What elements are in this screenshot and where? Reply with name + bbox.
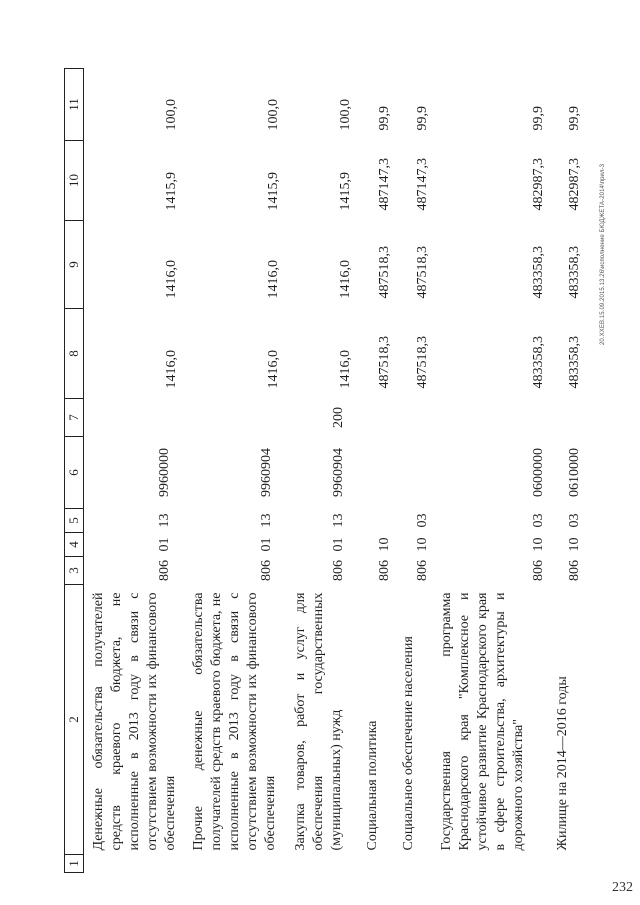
value-approved: 1416,0 <box>266 350 281 389</box>
value-approved: 1416,0 <box>164 350 179 389</box>
code-section: 10 <box>415 537 430 552</box>
code-section: 10 <box>377 537 392 552</box>
code-subsection: 13 <box>259 513 274 528</box>
code-expense-type <box>394 399 432 437</box>
code-admin: 806 <box>157 560 172 581</box>
code-expense-type <box>184 399 286 437</box>
code-target: 0610000 <box>567 448 582 497</box>
col-number-10: 10 <box>65 141 84 221</box>
col-number-7: 7 <box>65 399 84 437</box>
row-name: Социальная политика <box>365 720 380 851</box>
code-target <box>394 437 432 509</box>
code-target: 9960904 <box>331 448 346 497</box>
col-number-1: 1 <box>65 855 84 873</box>
col-number-4: 4 <box>65 533 84 557</box>
value-refined: 1416,0 <box>338 260 353 299</box>
code-admin: 806 <box>259 560 274 581</box>
col-number-2: 2 <box>65 585 84 855</box>
code-section: 01 <box>259 537 274 552</box>
value-percent: 99,9 <box>567 106 582 131</box>
code-subsection: 03 <box>531 513 546 528</box>
value-executed: 1415,9 <box>266 172 281 211</box>
code-admin: 806 <box>331 560 346 581</box>
row-name: Государственная программа Краснодарского края "Комплексное и устойчивое развитие Краснодарского края в сфере строительства, архитектуры и дорожного хозяйства" <box>439 592 526 851</box>
code-expense-type <box>84 399 185 437</box>
value-approved: 487518,3 <box>415 336 430 389</box>
code-target: 9960000 <box>157 448 172 497</box>
code-subsection: 13 <box>157 513 172 528</box>
code-admin: 806 <box>415 560 430 581</box>
value-refined: 1416,0 <box>164 260 179 299</box>
col-number-11: 11 <box>65 69 84 141</box>
col-number-8: 8 <box>65 309 84 399</box>
page-number: 232 <box>612 880 633 895</box>
col-number-5: 5 <box>65 509 84 533</box>
code-subsection: 03 <box>415 513 430 528</box>
value-percent: 100,0 <box>266 99 281 131</box>
row-name: Денежные обязательства получателей средств краевого бюджета, не исполненные в 2013 году в связи с отсутствием возможности их финансового обеспечения <box>91 592 178 851</box>
table-row <box>358 69 394 873</box>
code-admin: 806 <box>377 560 392 581</box>
value-executed: 1415,9 <box>164 172 179 211</box>
row-name: Прочие денежные обязательства получателей средств краевого бюджета, не исполненные в 2013 году в связи с отсутствием возможности их финансового обеспечения <box>191 592 278 851</box>
value-refined: 483358,3 <box>567 246 582 299</box>
column-number-row <box>65 69 84 873</box>
value-approved: 487518,3 <box>377 336 392 389</box>
col-number-9: 9 <box>65 221 84 309</box>
code-section: 10 <box>567 537 582 552</box>
code-expense-type <box>548 399 584 437</box>
code-subsection: 03 <box>567 513 582 528</box>
value-approved: 483358,3 <box>531 336 546 389</box>
value-executed: 1415,9 <box>338 172 353 211</box>
col-number-6: 6 <box>65 437 84 509</box>
table-row <box>286 69 358 873</box>
code-admin: 806 <box>531 560 546 581</box>
code-expense-type: 200 <box>331 407 346 428</box>
value-refined: 487518,3 <box>377 246 392 299</box>
code-subsection <box>358 509 394 533</box>
value-percent: 99,9 <box>377 106 392 131</box>
value-executed: 482987,3 <box>567 158 582 211</box>
value-refined: 483358,3 <box>531 246 546 299</box>
code-section: 10 <box>531 537 546 552</box>
code-expense-type <box>432 399 548 437</box>
code-target: 0600000 <box>531 448 546 497</box>
value-percent: 100,0 <box>164 99 179 131</box>
code-section: 01 <box>157 537 172 552</box>
code-subsection: 13 <box>331 513 346 528</box>
code-expense-type <box>358 399 394 437</box>
code-target: 9960904 <box>259 448 274 497</box>
value-percent: 99,9 <box>531 106 546 131</box>
table-row <box>394 69 432 873</box>
value-executed: 487147,3 <box>415 158 430 211</box>
value-percent: 99,9 <box>415 106 430 131</box>
col-number-3: 3 <box>65 557 84 585</box>
value-percent: 100,0 <box>338 99 353 131</box>
code-target <box>358 437 394 509</box>
table-row <box>184 69 286 873</box>
value-refined: 487518,3 <box>415 246 430 299</box>
footer-file-stamp: 20.ХХЕВ.15.09.2015.13.26\исполнение БЮДЖЕТА-2014\прил-3 <box>600 163 606 345</box>
value-refined: 1416,0 <box>266 260 281 299</box>
row-name: Жилище на 2014—2016 годы <box>555 676 570 851</box>
table-row <box>432 69 548 873</box>
value-executed: 482987,3 <box>531 158 546 211</box>
code-admin: 806 <box>567 560 582 581</box>
budget-table <box>64 68 584 873</box>
value-approved: 483358,3 <box>567 336 582 389</box>
value-executed: 487147,3 <box>377 158 392 211</box>
value-approved: 1416,0 <box>338 350 353 389</box>
code-section: 01 <box>331 537 346 552</box>
row-name: Социальное обеспечение населения <box>401 636 416 851</box>
row-name: Закупка товаров, работ и услуг для обеспечения государственных (муниципальных) нужд <box>293 592 344 851</box>
table-row <box>548 69 584 873</box>
table-row <box>84 69 185 873</box>
